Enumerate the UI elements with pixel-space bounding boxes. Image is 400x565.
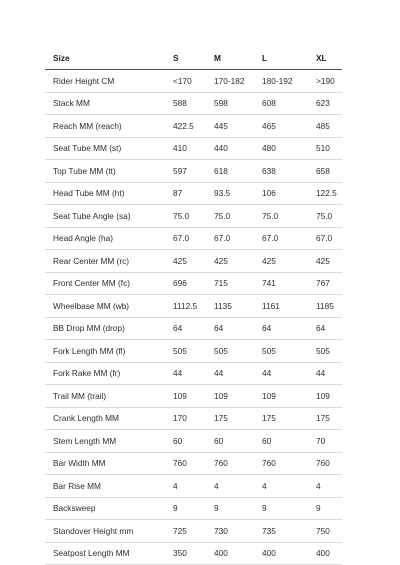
cell-s: 109: [173, 390, 187, 401]
cell-xl: 4: [316, 480, 321, 491]
cell-m: 445: [214, 120, 228, 131]
row-label: Head Tube MM (ht): [53, 188, 125, 199]
cell-l: 4: [262, 480, 267, 491]
cell-s: 4: [173, 480, 178, 491]
header-m: M: [214, 52, 221, 63]
cell-s: 505: [173, 345, 187, 356]
cell-s: 760: [173, 458, 187, 469]
cell-l: 175: [262, 413, 276, 424]
cell-s: 410: [173, 143, 187, 154]
cell-xl: 760: [316, 458, 330, 469]
table-row: [45, 385, 342, 408]
cell-xl: 67.0: [316, 233, 333, 244]
row-label: Front Center MM (fc): [53, 278, 130, 289]
cell-xl: 623: [316, 98, 330, 109]
geometry-table-header: [45, 47, 342, 70]
table-row: [45, 70, 342, 93]
cell-m: 1135: [214, 300, 232, 311]
cell-xl: 70: [316, 435, 326, 446]
cell-xl: 122.5: [316, 188, 337, 199]
table-row: [45, 160, 342, 183]
cell-xl: 505: [316, 345, 330, 356]
table-row: [45, 340, 342, 363]
cell-l: 67.0: [262, 233, 279, 244]
cell-xl: 1185: [316, 300, 334, 311]
cell-l: 760: [262, 458, 276, 469]
cell-l: 60: [262, 435, 272, 446]
row-label: Standover Height mm: [53, 525, 134, 536]
geometry-table-body: [45, 70, 342, 565]
cell-l: 608: [262, 98, 276, 109]
row-label: Reach MM (reach): [53, 120, 122, 131]
cell-s: 60: [173, 435, 183, 446]
row-label: Top Tube MM (tt): [53, 165, 116, 176]
row-label: Stack MM: [53, 98, 90, 109]
cell-s: 597: [173, 165, 187, 176]
table-row: [45, 520, 342, 543]
table-row: [45, 317, 342, 340]
cell-m: 4: [214, 480, 219, 491]
cell-m: 618: [214, 165, 228, 176]
cell-xl: 750: [316, 525, 330, 536]
cell-l: 109: [262, 390, 276, 401]
cell-xl: 510: [316, 143, 330, 154]
cell-l: 505: [262, 345, 276, 356]
table-row: [45, 407, 342, 430]
table-row: [45, 542, 342, 565]
table-row: [45, 452, 342, 475]
row-label: Bar Width MM: [53, 458, 106, 469]
cell-s: 1112.5: [173, 300, 198, 311]
cell-s: 64: [173, 323, 183, 334]
row-label: Backsweep: [53, 503, 96, 514]
cell-s: 9: [173, 503, 178, 514]
cell-l: 1161: [262, 300, 280, 311]
cell-s: 75.0: [173, 210, 190, 221]
cell-xl: 75.0: [316, 210, 333, 221]
cell-xl: 9: [316, 503, 321, 514]
row-label: BB Drop MM (drop): [53, 323, 125, 334]
table-row: [45, 295, 342, 318]
header-row: [45, 47, 342, 70]
cell-l: 106: [262, 188, 276, 199]
table-row: [45, 115, 342, 138]
cell-xl: >190: [316, 75, 335, 86]
cell-l: 735: [262, 525, 276, 536]
table-row: [45, 362, 342, 385]
row-label: Seat Tube Angle (sa): [53, 210, 131, 221]
cell-xl: 767: [316, 278, 330, 289]
cell-m: 44: [214, 368, 224, 379]
row-label: Fork Length MM (fl): [53, 345, 126, 356]
cell-m: 760: [214, 458, 228, 469]
cell-s: 87: [173, 188, 183, 199]
cell-m: 9: [214, 503, 219, 514]
cell-m: 170-182: [214, 75, 245, 86]
geometry-table: [45, 47, 342, 565]
table-row: [45, 92, 342, 115]
table-row: [45, 497, 342, 520]
cell-m: 440: [214, 143, 228, 154]
cell-xl: 400: [316, 548, 330, 559]
row-label: Fork Rake MM (fr): [53, 368, 121, 379]
table-row: [45, 250, 342, 273]
cell-l: 425: [262, 255, 276, 266]
row-label: Head Angle (ha): [53, 233, 113, 244]
cell-s: 588: [173, 98, 187, 109]
cell-s: 422.5: [173, 120, 194, 131]
cell-s: 425: [173, 255, 187, 266]
cell-l: 180-192: [262, 75, 293, 86]
table-row: [45, 137, 342, 160]
cell-xl: 109: [316, 390, 330, 401]
cell-xl: 44: [316, 368, 326, 379]
cell-l: 400: [262, 548, 276, 559]
row-label: Seat Tube MM (st): [53, 143, 122, 154]
table-row: [45, 272, 342, 295]
cell-l: 9: [262, 503, 267, 514]
cell-l: 44: [262, 368, 272, 379]
row-label: Bar Rise MM: [53, 480, 101, 491]
table-row: [45, 475, 342, 498]
cell-m: 60: [214, 435, 224, 446]
cell-m: 67.0: [214, 233, 231, 244]
cell-xl: 64: [316, 323, 326, 334]
cell-s: <170: [173, 75, 192, 86]
row-label: Wheelbase MM (wb): [53, 300, 130, 311]
header-l: L: [262, 52, 268, 63]
cell-m: 425: [214, 255, 228, 266]
cell-l: 75.0: [262, 210, 279, 221]
cell-l: 64: [262, 323, 272, 334]
cell-m: 400: [214, 548, 228, 559]
cell-m: 93.5: [214, 188, 231, 199]
header-s: S: [173, 52, 179, 63]
cell-s: 696: [173, 278, 187, 289]
cell-m: 109: [214, 390, 228, 401]
row-label: Rear Center MM (rc): [53, 255, 130, 266]
cell-m: 75.0: [214, 210, 231, 221]
cell-m: 730: [214, 525, 228, 536]
header-xl: XL: [316, 52, 327, 63]
table-row: [45, 205, 342, 228]
row-label: Crank Length MM: [53, 413, 119, 424]
cell-s: 170: [173, 413, 187, 424]
row-label: Stem Length MM: [53, 435, 117, 446]
cell-m: 715: [214, 278, 228, 289]
cell-s: 350: [173, 548, 187, 559]
cell-s: 44: [173, 368, 183, 379]
cell-m: 64: [214, 323, 224, 334]
cell-xl: 658: [316, 165, 330, 176]
row-label: Trail MM (trail): [53, 390, 107, 401]
table-row: [45, 182, 342, 205]
table-row: [45, 430, 342, 453]
row-label: Rider Height CM: [53, 75, 115, 86]
cell-l: 638: [262, 165, 276, 176]
table-row: [45, 227, 342, 250]
cell-l: 741: [262, 278, 276, 289]
cell-xl: 485: [316, 120, 330, 131]
cell-xl: 425: [316, 255, 330, 266]
cell-xl: 175: [316, 413, 330, 424]
cell-m: 598: [214, 98, 228, 109]
header-size: Size: [53, 52, 70, 63]
cell-s: 67.0: [173, 233, 190, 244]
cell-l: 465: [262, 120, 276, 131]
cell-l: 480: [262, 143, 276, 154]
cell-s: 725: [173, 525, 187, 536]
cell-m: 175: [214, 413, 228, 424]
row-label: Seatpost Length MM: [53, 548, 130, 559]
cell-m: 505: [214, 345, 228, 356]
